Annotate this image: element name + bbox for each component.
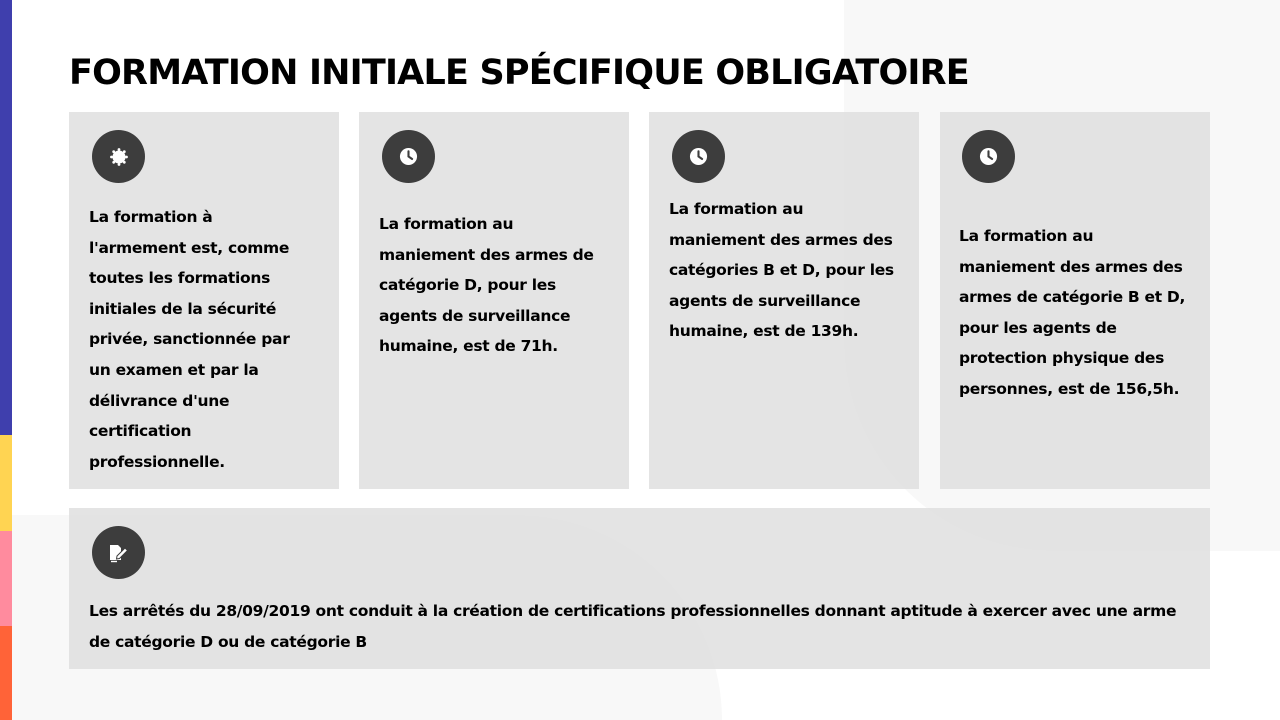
- card-text: Les arrêtés du 28/09/2019 ont conduit à la création de certifications professionnelles donnant aptitude à exercer avec une arme de catégorie D ou de catégorie B: [89, 602, 1177, 651]
- slide-title: FORMATION INITIALE SPÉCIFIQUE OBLIGATOIRE: [69, 53, 969, 93]
- accent-stripe-yellow: [0, 435, 12, 531]
- info-card-decrees: [69, 508, 1210, 669]
- info-card-category-b-d: [649, 112, 919, 489]
- info-card-certification: [69, 112, 339, 489]
- accent-stripe-blue: [0, 0, 12, 435]
- card-text: La formation au maniement des armes des armes de catégorie B et D, pour les agents de protection physique des personnes, est de 156,5h.: [959, 227, 1186, 398]
- clock-icon: [962, 130, 1015, 183]
- accent-stripe-orange: [0, 626, 12, 720]
- info-card-protection: [940, 112, 1210, 489]
- card-text: La formation au maniement des armes des catégories B et D, pour les agents de surveillance humaine, est de 139h.: [669, 200, 894, 341]
- info-card-category-d: [359, 112, 629, 489]
- card-text: La formation au maniement des armes de catégorie D, pour les agents de surveillance humaine, est de 71h.: [379, 215, 594, 356]
- certificate-icon: [92, 130, 145, 183]
- clock-icon: [382, 130, 435, 183]
- clock-icon: [672, 130, 725, 183]
- document-edit-icon: [92, 526, 145, 579]
- card-text: La formation à l'armement est, comme toutes les formations initiales de la sécurité privée, sanctionnée par un examen et par la délivrance d'une certification professionnelle.: [89, 208, 290, 471]
- accent-stripe-pink: [0, 531, 12, 626]
